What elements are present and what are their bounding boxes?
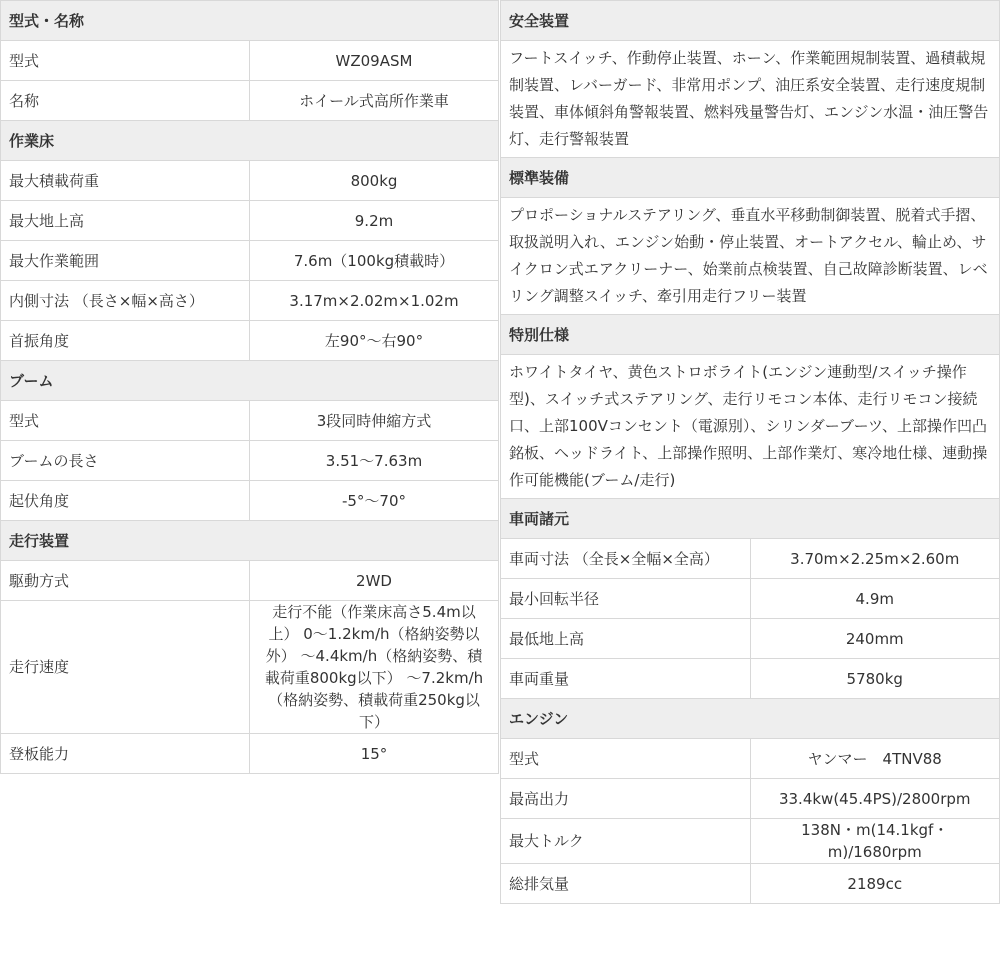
section-header-row [501,499,1000,539]
spec-row [1,734,499,774]
spec-label: 名称 [1,81,250,121]
section-title: 安全装置 [501,1,1000,41]
section-header-row [1,521,499,561]
spec-row [501,779,1000,819]
spec-label: 駆動方式 [1,561,250,601]
spec-value: 800kg [250,161,499,201]
spec-value: 3段同時伸縮方式 [250,401,499,441]
spec-row [1,81,499,121]
spec-row [1,401,499,441]
section-title: ブーム [1,361,499,401]
spec-row [501,659,1000,699]
spec-label: 型式 [501,739,751,779]
spec-value: ヤンマー 4TNV88 [750,739,1000,779]
description-text: プロポーショナルステアリング、垂直水平移動制御装置、脱着式手摺、取扱説明入れ、エンジン始動・停止装置、オートアクセル、輪止め、サイクロン式エアクリーナー、始業前点検装置、自己故障診断装置、レベリング調整スイッチ、牽引用走行フリー装置 [501,198,1000,315]
description-text: フートスイッチ、作動停止装置、ホーン、作業範囲規制装置、過積載規制装置、レバーガード、非常用ポンプ、油圧系安全装置、走行速度規制装置、車体傾斜角警報装置、燃料残量警告灯、エンジン水温・油圧警告灯、走行警報装置 [501,41,1000,158]
spec-label: 最大作業範囲 [1,241,250,281]
spec-value: 3.70m×2.25m×2.60m [750,539,1000,579]
description-text: ホワイトタイヤ、黄色ストロボライト(エンジン連動型/スイッチ操作型)、スイッチ式ステアリング、走行リモコン本体、走行リモコン接続口、上部100Vコンセント（電源別）、シリンダーブーツ、上部操作凹凸銘板、ヘッドライト、上部操作照明、上部作業灯、寒冷地仕様、連動操作可能機能(ブーム/走行) [501,355,1000,499]
spec-label: 最高出力 [501,779,751,819]
spec-label: 型式 [1,41,250,81]
spec-row [501,619,1000,659]
section-header-row [501,699,1000,739]
section-title: 走行装置 [1,521,499,561]
spec-label: 最大地上高 [1,201,250,241]
spec-label: 走行速度 [1,601,250,734]
spec-value: -5°～70° [250,481,499,521]
section-title: 標準装備 [501,158,1000,198]
spec-value: 15° [250,734,499,774]
spec-row [1,561,499,601]
spec-value: 2WD [250,561,499,601]
spec-label: 型式 [1,401,250,441]
spec-value: 7.6m（100kg積載時） [250,241,499,281]
section-header-row [1,361,499,401]
spec-row [501,739,1000,779]
spec-label: 最低地上高 [501,619,751,659]
section-title: 作業床 [1,121,499,161]
spec-value: 240mm [750,619,1000,659]
spec-label: ブームの長さ [1,441,250,481]
spec-row [1,481,499,521]
spec-label: 首振角度 [1,321,250,361]
spec-row [1,281,499,321]
spec-label: 登板能力 [1,734,250,774]
section-title: 車両諸元 [501,499,1000,539]
spec-value: WZ09ASM [250,41,499,81]
spec-value: 2189cc [750,864,1000,904]
spec-label: 総排気量 [501,864,751,904]
spec-row [501,539,1000,579]
spec-row [1,601,499,734]
spec-row [501,819,1000,864]
spec-label: 最小回転半径 [501,579,751,619]
spec-value: 5780kg [750,659,1000,699]
spec-label: 起伏角度 [1,481,250,521]
section-title: 型式・名称 [1,1,499,41]
spec-row [1,41,499,81]
description-row [501,355,1000,499]
spec-value: 3.17m×2.02m×1.02m [250,281,499,321]
spec-value: ホイール式高所作業車 [250,81,499,121]
spec-label: 車両寸法 （全長×全幅×全高） [501,539,751,579]
spec-label: 内側寸法 （長さ×幅×高さ） [1,281,250,321]
spec-row [501,579,1000,619]
spec-value: 33.4kw(45.4PS)/2800rpm [750,779,1000,819]
spec-row [1,241,499,281]
spec-label: 車両重量 [501,659,751,699]
section-header-row [501,315,1000,355]
description-row [501,41,1000,158]
spec-row [1,161,499,201]
spec-row [1,321,499,361]
section-header-row [501,158,1000,198]
spec-value: 3.51～7.63m [250,441,499,481]
spec-row [1,441,499,481]
section-header-row [1,121,499,161]
spec-label: 最大積載荷重 [1,161,250,201]
spec-label: 最大トルク [501,819,751,864]
section-title: 特別仕様 [501,315,1000,355]
description-row [501,198,1000,315]
left-spec-table [0,0,499,774]
spec-row [1,201,499,241]
section-title: エンジン [501,699,1000,739]
spec-row [501,864,1000,904]
right-spec-table [500,0,1000,904]
spec-value: 左90°～右90° [250,321,499,361]
spec-value: 4.9m [750,579,1000,619]
spec-value: 走行不能（作業床高さ5.4m以上） 0～1.2km/h（格納姿勢以外） ～4.4km/h（格納姿勢、積載荷重800kg以下） ～7.2km/h（格納姿勢、積載荷重250kg以下） [250,601,499,734]
spec-value: 138N・m(14.1kgf・m)/1680rpm [750,819,1000,864]
spec-value: 9.2m [250,201,499,241]
section-header-row [501,1,1000,41]
section-header-row [1,1,499,41]
